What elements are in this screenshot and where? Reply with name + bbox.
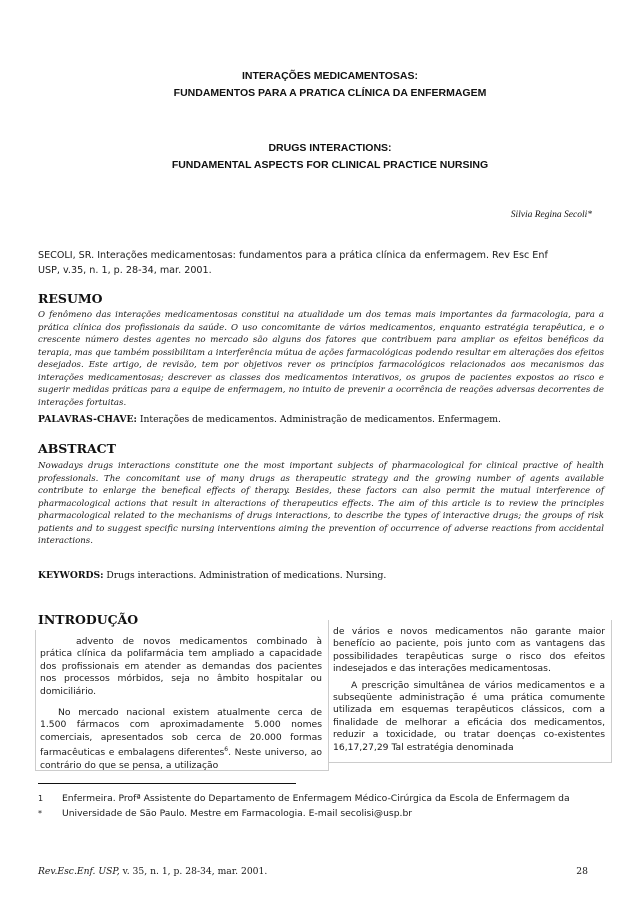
resumo-heading: RESUMO xyxy=(38,291,103,306)
footer-journal: Rev.Esc.Enf. USP, xyxy=(38,866,120,877)
intro-left-paragraph-2 xyxy=(40,707,322,772)
intro-left-p2-a: No mercado nacional existem atualmente cerca de 1.500 fármacos com aproximadamente 5.000 nomes comerciais, apresentados sob cerca de 20.000 formas farmacêuticas e embalagens diferentes xyxy=(40,707,322,759)
title-portuguese xyxy=(60,68,600,102)
title-en-line2: FUNDAMENTAL ASPECTS FOR CLINICAL PRACTICE NURSING xyxy=(171,159,489,171)
introducao-heading: INTRODUÇÃO xyxy=(38,612,139,627)
intro-left-column xyxy=(40,636,322,772)
keywords-label: KEYWORDS: xyxy=(38,570,104,581)
abstract-text: Nowadays drugs interactions constitute one the most important subjects of pharmacological for clinical practive of health professionals. The concomitant use of many drugs as therapeutic strategy and the growing number of agents available contribute to enlarge the benefical effects of therapy. Besides, these factors can also permit the mutual interference of pharmacological actions that result in alteractions of therapeutics effects. The aim of this article is to review the principles pharmacological related to the mechanisms of drugs interactions, to describe the types of interactive drugs; the groups of risk patients and to suggest specific nursing interventions aiming the prevention of occurrence of adverse reactions from accidental interactions. xyxy=(38,461,604,546)
intro-left-p2-b: . Neste universo, ao contrário do que se pensa, a utilização xyxy=(40,747,322,771)
title-en-line1: DRUGS INTERACTIONS: xyxy=(268,142,392,154)
citation-line2: USP, v.35, n. 1, p. 28-34, mar. 2001. xyxy=(38,265,212,276)
abstract-heading: ABSTRACT xyxy=(38,441,116,456)
intro-right-paragraph-2: A prescrição simultânea de vários medicamentos e a subseqüente administração é uma prática comumente utilizada em esquemas terapêuticos clássicos, com a finalidade de melhorar a eficácia dos medicamentos, reduzir a toxicidade, ou tratar doenças co-existentes 16,17,27,29 Tal estratégia denominada xyxy=(333,679,605,753)
footnotes xyxy=(38,791,608,821)
title-pt-line1: INTERAÇÕES MEDICAMENTOSAS: xyxy=(242,70,418,82)
footnote-1-mark: 1 xyxy=(38,794,44,803)
footnote-1-text: Enfermeira. Profª Assistente do Departamento de Enfermagem Médico-Cirúrgica da Escola de Enfermagem da xyxy=(62,793,570,804)
palavras-chave xyxy=(38,414,604,426)
intro-right-column xyxy=(333,626,605,754)
citation-line1: SECOLI, SR. Interações medicamentosas: fundamentos para a prática clínica da enfermagem. Rev Esc Enf xyxy=(38,250,548,261)
citation xyxy=(38,248,604,278)
keywords xyxy=(38,570,604,582)
footnote-2-mark: * xyxy=(38,809,42,818)
title-pt-line2: FUNDAMENTOS PARA A PRATICA CLÍNICA DA ENFERMAGEM xyxy=(173,87,487,99)
footnote-1 xyxy=(38,791,608,806)
footnote-2 xyxy=(38,806,608,821)
resumo-text: O fenômeno das interações medicamentosas constitui na atualidade um dos temas mais importantes da farmacologia, para a prática clínica dos profissionais da saúde. O uso concomitante de vários medicamentos, enquanto estratégia terapêutica, e o crescente número destes agentes no mercado são alguns dos fatores que contribuem para ampliar os efeitos benéficos da terapia, mas que também possibilitam a interferência mútua de ações farmacológicas podendo resultar em alterações dos efeitos desejados. Este artigo, de revisão, tem por objetivos rever os princípios farmacológicos relacionados aos mecanismos das interações medicamentosas; descrever as classes dos medicamentos interativos, os grupos de pacientes expostos ao risco e sugerir medidas práticas para a equipe de enfermagem, no intuito de prevenir a ocorrência de reações adversas decorrentes de interações fortuitas. xyxy=(38,310,604,408)
footnote-rule xyxy=(38,783,296,784)
footnote-2-text: Universidade de São Paulo. Mestre em Farmacologia. E-mail secolisi@usp.br xyxy=(62,808,413,819)
author-name: Silvia Regina Secoli* xyxy=(510,210,592,220)
palavras-chave-label: PALAVRAS-CHAVE: xyxy=(38,414,137,425)
footer-details: v. 35, n. 1, p. 28-34, mar. 2001. xyxy=(122,866,268,877)
reference-superscript: 6 xyxy=(224,746,229,754)
keywords-text: Drugs interactions. Administration of medications. Nursing. xyxy=(106,570,387,581)
title-english xyxy=(60,140,600,174)
palavras-chave-text: Interações de medicamentos. Administração de medicamentos. Enfermagem. xyxy=(139,414,501,425)
page-number: 28 xyxy=(576,866,588,877)
intro-right-paragraph-1: de vários e novos medicamentos não garante maior benefício ao paciente, pois junto com as vantagens das possibilidades terapêuticas surge o risco dos efeitos indesejados e das interações medicamentosas. xyxy=(333,626,605,675)
intro-left-paragraph-1: advento de novos medicamentos combinado à prática clínica da polifarmácia tem ampliado a capacidade dos profissionais em atender as demandas dos pacientes nos processos mórbidos, seja no âmbito hospitalar ou domiciliário. xyxy=(40,636,322,697)
page-footer xyxy=(38,866,588,877)
